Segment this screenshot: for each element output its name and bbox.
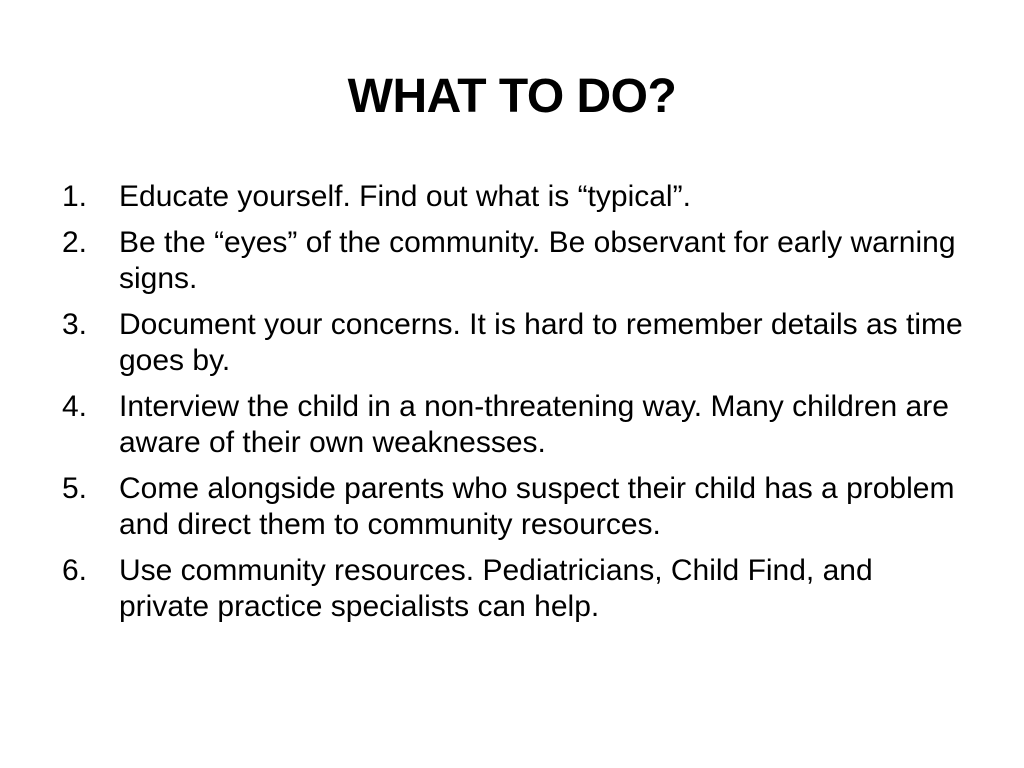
list-item xyxy=(62,179,982,215)
item-text: Educate yourself. Find out what is “typical”. xyxy=(119,180,691,213)
list-item xyxy=(62,225,982,297)
item-text: Interview the child in a non-threatening way. Many children are aware of their own weaknesses. xyxy=(119,390,949,459)
item-number: 6. xyxy=(62,554,88,587)
slide-title: WHAT TO DO? xyxy=(347,70,677,123)
list-item xyxy=(62,307,982,379)
list-item xyxy=(62,471,982,543)
item-number: 2. xyxy=(62,226,88,259)
item-number: 4. xyxy=(62,390,88,423)
item-text: Come alongside parents who suspect their child has a problem and direct them to community resources. xyxy=(119,472,955,541)
item-number: 5. xyxy=(62,472,88,505)
item-text: Be the “eyes” of the community. Be observant for early warning signs. xyxy=(119,226,956,295)
item-text: Use community resources. Pediatricians, Child Find, and private practice specialists can help. xyxy=(119,554,873,623)
numbered-list xyxy=(62,179,982,635)
list-item xyxy=(62,553,982,625)
item-text: Document your concerns. It is hard to remember details as time goes by. xyxy=(119,308,963,377)
list-item xyxy=(62,389,982,461)
item-number: 1. xyxy=(62,180,88,213)
item-number: 3. xyxy=(62,308,88,341)
